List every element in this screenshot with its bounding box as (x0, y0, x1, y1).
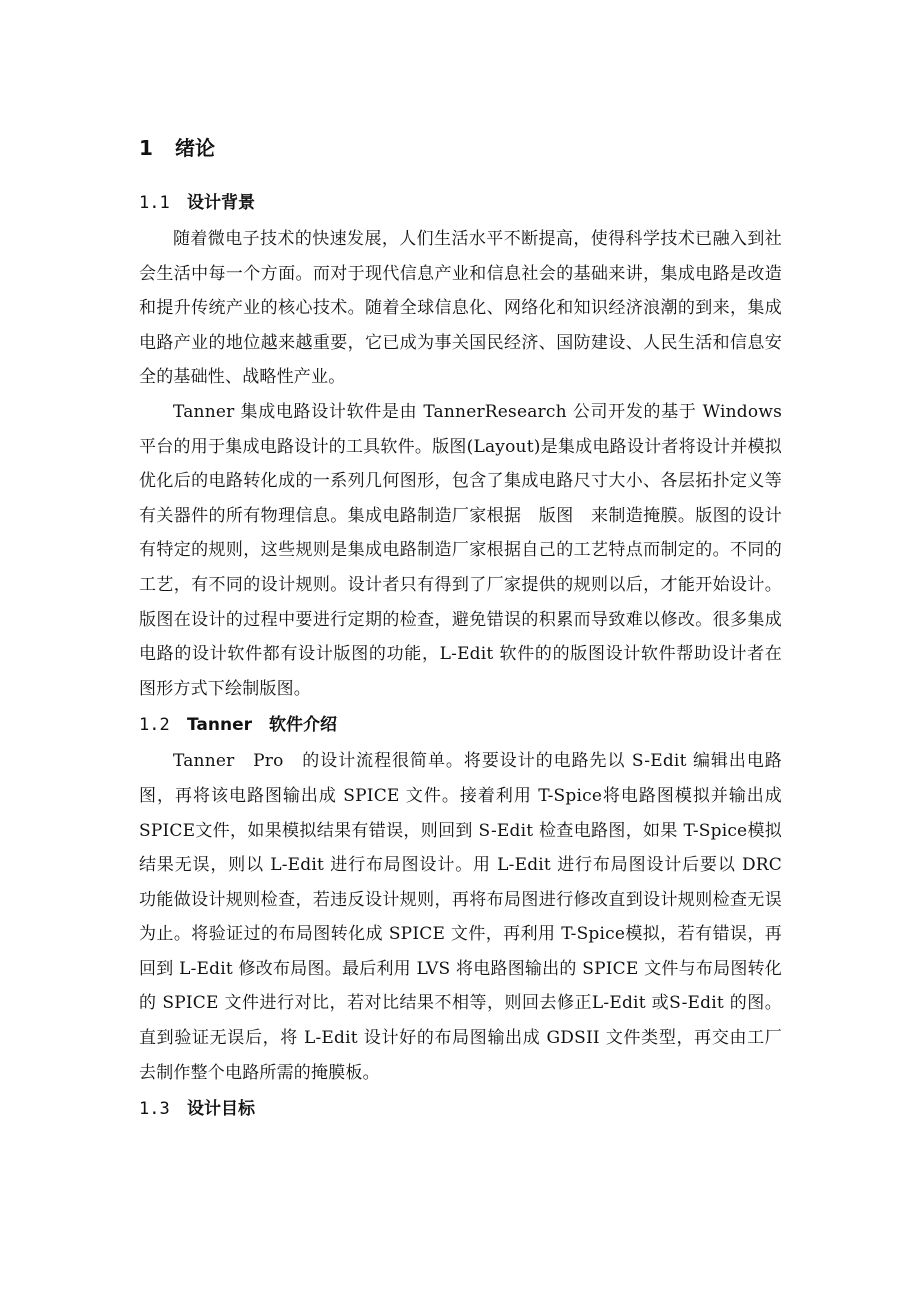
section-number: 1.2 (139, 715, 170, 736)
paragraph: 随着微电子技术的快速发展，人们生活水平不断提高，使得科学技术已融入到社会生活中每一个方面。而对于现代信息产业和信息社会的基础来讲，集成电路是改造和提升传统产业的核心技术。随着全球信息化、网络化和知识经济浪潮的到来，集成电路产业的地位越来越重要，它已成为事关国民经济、国防建设、人民生活和信息安全的基础性、战略性产业。 (139, 229, 782, 388)
chapter-title: 绪论 (175, 136, 215, 160)
section-heading-1-1 (139, 186, 782, 220)
section-heading-1-2 (139, 708, 782, 742)
section-number: 1.3 (139, 1099, 170, 1120)
chapter-number: 1 (139, 136, 153, 160)
section-title: Tanner 软件介绍 (187, 715, 337, 736)
paragraph: Tanner Pro 的设计流程很简单。将要设计的电路先以 S-Edit 编辑出电路图，再将该电路图输出成 SPICE 文件。接着利用 T-Spice将电路图模拟并输出成 SPICE文件，如果模拟结果有错误，则回到 S-Edit 检查电路图，如果 T-Spice模拟结果无误，则以 L-Edit 进行布局图设计。用 L-Edit 进行布局图设计后要以 DRC 功能做设计规则检查，若违反设计规则，再将布局图进行修改直到设计规则检查无误为止。将验证过的布局图转化成 SPICE 文件，再利用 T-Spice模拟，若有错误，再回到 L-Edit 修改布局图。最后利用 LVS 将电路图输出的 SPICE 文件与布局图转化的 SPICE 文件进行对比，若对比结果不相等，则回去修正L-Edit 或S-Edit 的图。直到验证无误后，将 L-Edit 设计好的布局图输出成 GDSII 文件类型，再交由工厂去制作整个电路所需的掩膜板。 (139, 751, 782, 1083)
section-heading-1-3 (139, 1092, 782, 1126)
paragraph: Tanner 集成电路设计软件是由 TannerResearch 公司开发的基于 Windows 平台的用于集成电路设计的工具软件。版图(Layout)是集成电路设计者将设计并模拟优化后的电路转化成的一系列几何图形，包含了集成电路尺寸大小、各层拓扑定义等有关器件的所有物理信息。集成电路制造厂家根据 版图 来制造掩膜。版图的设计有特定的规则，这些规则是集成电路制造厂家根据自己的工艺特点而制定的。不同的工艺，有不同的设计规则。设计者只有得到了厂家提供的规则以后，才能开始设计。版图在设计的过程中要进行定期的检查，避免错误的积累而导致难以修改。很多集成电路的设计软件都有设计版图的功能，L-Edit 软件的的版图设计软件帮助设计者在图形方式下绘制版图。 (139, 401, 782, 699)
section-title: 设计目标 (187, 1099, 255, 1120)
section-title: 设计背景 (187, 193, 255, 213)
chapter-heading (139, 128, 782, 168)
document-page (139, 128, 782, 1126)
section-number: 1.1 (139, 193, 170, 213)
